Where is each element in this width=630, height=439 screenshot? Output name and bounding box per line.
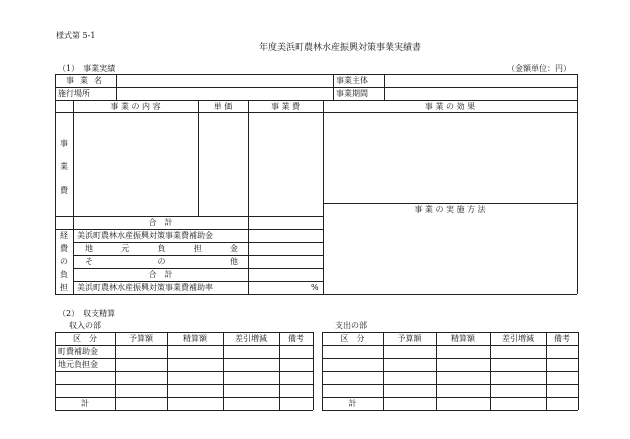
period-value[interactable] (385, 88, 576, 99)
unit-price-header: 単 価 (213, 102, 233, 111)
burden-side-char-4: 負 (60, 270, 68, 279)
expense-header-remarks: 備考 (554, 334, 570, 343)
currency-unit-note: （金額単位：円） (507, 64, 571, 73)
local-burden-row-label: 地 元 負 担 金 (85, 244, 238, 253)
other-row-label: そ の 他 (85, 257, 238, 266)
expense-header-settled: 精算額 (451, 334, 475, 343)
cost-side-char-1: 事 (60, 139, 68, 148)
subtotal-label: 合 計 (148, 218, 173, 227)
subsidy-row-label: 美浜町農林水産振興対策事業費補助金 (77, 231, 213, 240)
income-header-remarks: 備考 (288, 334, 304, 343)
income-header-difference: 差引増減 (235, 334, 267, 343)
implementation-method-header: 事 業 の 実 施 方 法 (414, 205, 486, 214)
income-row-town-subsidy: 町費補助金 (58, 347, 98, 356)
burden-side-char-5: 担 (60, 283, 68, 292)
burden-side-char-1: 経 (60, 231, 68, 240)
section1-heading: （1） 事業実績 (58, 64, 116, 73)
project-owner-label: 事業主体 (336, 76, 368, 85)
income-title: 収入の部 (69, 321, 101, 330)
expense-total-label: 計 (348, 399, 357, 408)
income-total-label: 計 (81, 399, 89, 408)
project-owner-value[interactable] (385, 75, 576, 86)
implementation-method-body[interactable] (324, 217, 576, 293)
content-header: 事 業 の 内 容 (110, 102, 161, 111)
effect-header: 事 業 の 効 果 (424, 102, 476, 111)
cost-side-char-2: 業 (60, 162, 68, 171)
expense-header-category: 区 分 (340, 334, 365, 343)
income-header-budget: 予算額 (129, 334, 153, 343)
cost-side-char-3: 費 (60, 186, 68, 195)
cost-header: 事 業 費 (270, 102, 301, 111)
content-body[interactable] (74, 113, 197, 215)
document-title: 年度美浜町農林水産振興対策事業実績書 (259, 43, 422, 53)
income-row-local-burden: 地元負担金 (58, 360, 98, 369)
percent-sign: % (311, 283, 319, 292)
burden-side-char-3: の (60, 257, 68, 266)
period-label: 事業期間 (336, 89, 368, 98)
project-name-value[interactable] (117, 75, 332, 86)
income-header-category: 区 分 (73, 334, 97, 343)
subsidy-rate-label: 美浜町農林水産振興対策事業費補助率 (77, 283, 213, 292)
expense-title: 支出の部 (335, 321, 367, 330)
expense-header-budget: 予算額 (397, 334, 422, 343)
unit-price-body[interactable] (199, 113, 247, 215)
project-name-label: 事 業 名 (66, 76, 102, 85)
form-number: 様式第 5-1 (56, 31, 96, 40)
effect-body[interactable] (324, 113, 576, 202)
income-header-settled: 精算額 (183, 334, 207, 343)
location-label: 施行場所 (58, 89, 90, 98)
cost-body[interactable] (249, 113, 322, 215)
section2-heading: （2） 収支精算 (58, 309, 116, 318)
burden-side-char-2: 費 (60, 244, 68, 253)
burden-total-label: 合 計 (148, 270, 173, 279)
expense-header-difference: 差引増減 (502, 334, 534, 343)
location-value[interactable] (117, 88, 332, 99)
